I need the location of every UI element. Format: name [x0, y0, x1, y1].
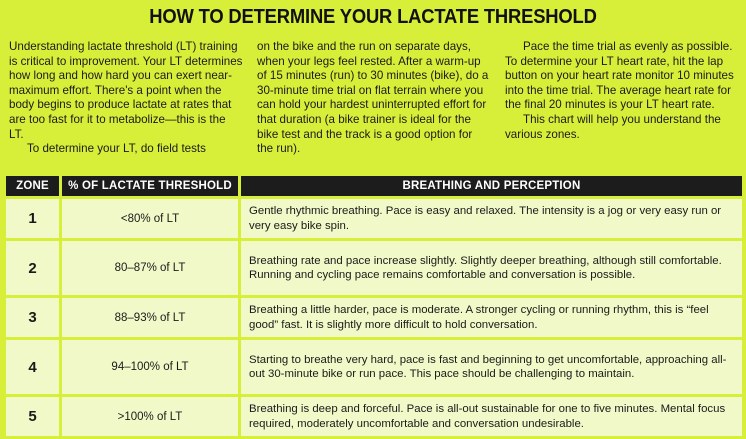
table-row — [6, 199, 742, 238]
table-row — [6, 340, 742, 394]
zone-description: Breathing is deep and forceful. Pace is all-out sustainable for one to five minutes. Mental focus required, moderately uncomfortable and conversation undesirable. — [241, 397, 742, 436]
zone-description: Breathing a little harder, pace is moderate. A stronger cycling or running rhythm, this is “feel good” fast. It is slightly more difficult to hold conversation. — [241, 298, 742, 337]
zone-number: 5 — [6, 397, 62, 436]
header-zone: ZONE — [6, 176, 62, 196]
table-header-row — [6, 176, 742, 196]
intro-column-2 — [257, 40, 491, 157]
zones-table — [6, 173, 742, 439]
intro-paragraph: Understanding lactate threshold (LT) training is critical to improvement. Your LT determines how long and how hard you can exert near-maximum effort. There's a point when the body begins to produce lactate at rates that are too fast for it to metabolize—this is the LT. — [9, 40, 243, 141]
intro-paragraph: To determine your LT, do field tests — [27, 142, 206, 156]
lt-percentage: 94–100% of LT — [62, 340, 241, 394]
table-row — [6, 298, 742, 337]
lt-percentage: <80% of LT — [62, 199, 241, 238]
lt-percentage: 80–87% of LT — [62, 241, 241, 295]
zone-number: 3 — [6, 298, 62, 337]
lt-percentage: 88–93% of LT — [62, 298, 241, 337]
header-breathing-perception: BREATHING AND PERCEPTION — [241, 176, 742, 196]
header-lactate-threshold: % OF LACTATE THRESHOLD — [62, 176, 241, 196]
table-row — [6, 397, 742, 436]
intro-paragraph: on the bike and the run on separate days, when your legs feel rested. After a warm-up of 15 minutes (run) to 30 minutes (bike), do a 30-minute time trial on flat terrain where you can hold your hardest uninterrupted effort for that duration (a bike trainer is ideal for the bike test and the track is a good option for the run). — [257, 40, 489, 156]
intro-paragraph: Pace the time trial as evenly as possible. To determine your LT heart rate, hit the lap button on your heart rate monitor 10 minutes into the time trial. The average heart rate for the final 20 minutes is your LT heart rate. — [505, 40, 734, 112]
page-title: HOW TO DETERMINE YOUR LACTATE THRESHOLD — [149, 6, 597, 28]
zone-number: 1 — [6, 199, 62, 238]
intro-paragraph: This chart will help you understand the various zones. — [505, 112, 721, 141]
intro-column-3 — [505, 40, 739, 157]
intro-column-1 — [9, 40, 243, 157]
zone-number: 2 — [6, 241, 62, 295]
lt-percentage: >100% of LT — [62, 397, 241, 436]
table-row — [6, 241, 742, 295]
zone-description: Gentle rhythmic breathing. Pace is easy and relaxed. The intensity is a jog or very easy run or very easy bike spin. — [241, 199, 742, 238]
zone-description: Breathing rate and pace increase slightly. Slightly deeper breathing, although still comfortable. Running and cycling pace remains comfortable and conversation is possible. — [241, 241, 742, 295]
zone-number: 4 — [6, 340, 62, 394]
zone-description: Starting to breathe very hard, pace is fast and beginning to get uncomfortable, approaching all-out 30-minute bike or run pace. This pace should be challenging to maintain. — [241, 340, 742, 394]
intro-text — [9, 40, 739, 157]
